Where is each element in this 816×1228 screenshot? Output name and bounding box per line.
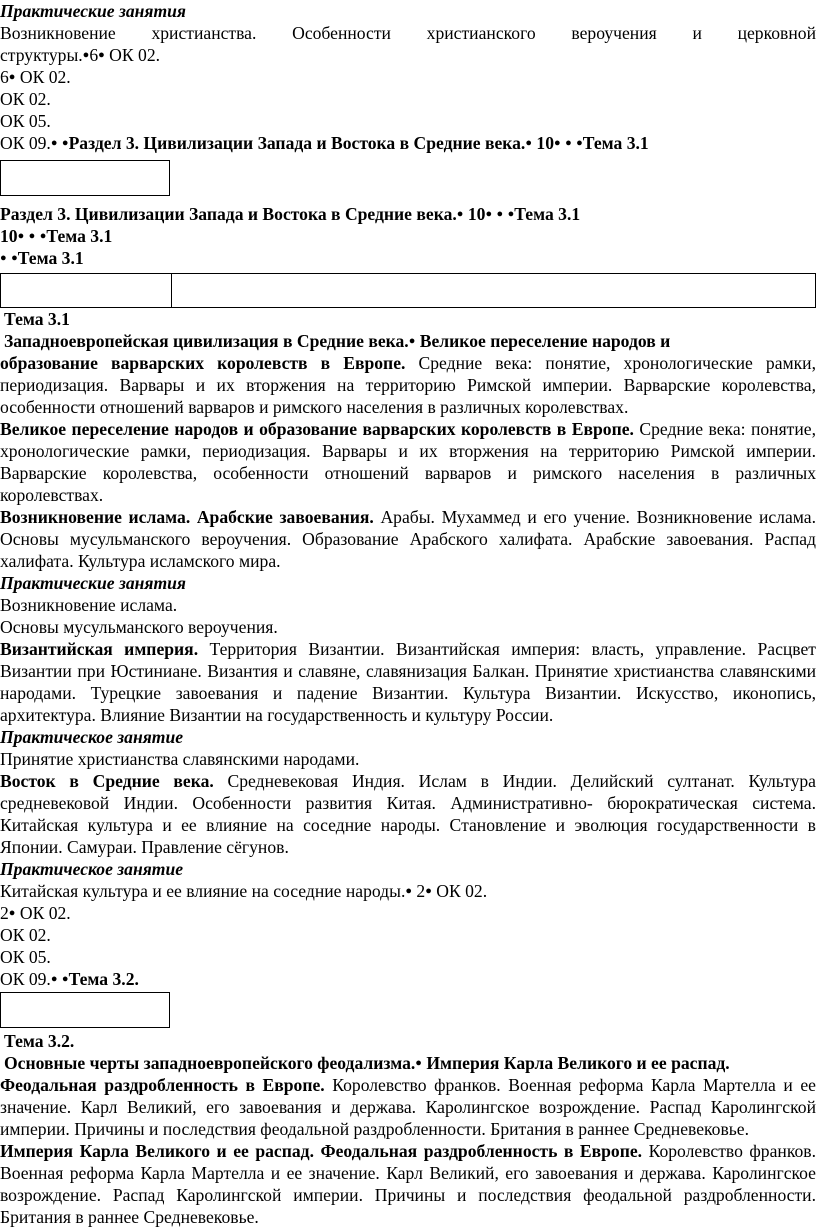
bullet-icon: ● <box>425 885 432 897</box>
paragraph: Восток в Средние века. Средневековая Индия. Ислам в Индии. Делийский султанат. Культура средневековой Индии. Особенности развития Китая. Административно- бюрократическая система. Китайская культура и ее влияние на соседние народы. Становление и эволюция государственности в Японии. Самураи. Правление сёгунов. <box>0 771 816 857</box>
empty-table-cell <box>0 992 170 1028</box>
bullet-icon: ● <box>0 252 7 264</box>
bullet-icon: ● <box>576 137 583 149</box>
bullet-icon: ● <box>11 252 18 264</box>
paragraph: Великое переселение народов и образование варварских королевств в Европе. Средние века: понятие, хронологические рамки, периодизация. Варвары и их вторжения на территорию Римской империи. Варварские королевства, особенности отношений варваров и римского населения в различных королевствах. <box>0 419 816 505</box>
section-heading: Раздел 3. Цивилизации Запада и Востока в Средние века.● 10● ● ●Тема 3.1 <box>0 204 581 224</box>
text-line: Основы мусульманского вероучения. <box>0 617 278 637</box>
paragraph: Империя Карла Великого и ее распад. Феодальная раздробленность в Европе. Королевство франков. Военная реформа Карла Мартелла и ее значение. Карл Великий, его завоевания и держава. Каролингское возрождение. Распад Каролингской империи. Причины и последствия феодальной раздробленности. Британия в раннее Средневековье. <box>0 1141 816 1227</box>
competency-code: ОК 05. <box>0 947 51 967</box>
text-line: структуры.●6● ОК 02. <box>0 45 161 65</box>
bullet-icon: ● <box>50 137 58 149</box>
bullet-icon: ● <box>496 208 504 220</box>
practice-heading: Практические занятия <box>0 573 186 593</box>
text-line: Возникновение ислама. <box>0 595 178 615</box>
practice-heading: Практические занятия <box>0 1 186 21</box>
competency-code: ОК 02. <box>0 89 51 109</box>
text-line: 10● ● ●Тема 3.1 <box>0 226 113 246</box>
text-line: ОК 09.● ●Тема 3.2. <box>0 969 139 989</box>
topic-subtitle: Западноевропейская цивилизация в Средние века.● Великое переселение народов и <box>4 331 671 351</box>
topic-title: Тема 3.2. <box>4 1031 75 1051</box>
topic-subtitle: Основные черты западноевропейского феодализма.● Империя Карла Великого и ее распад. <box>4 1053 730 1073</box>
bullet-icon: ● <box>408 335 416 347</box>
bullet-icon: ● <box>98 49 105 61</box>
text-line: 2● ОК 02. <box>0 903 71 923</box>
text-line: Принятие христианства славянскими народами. <box>0 749 360 769</box>
bullet-icon: ● <box>507 208 515 220</box>
bullet-icon: ● <box>554 137 561 149</box>
bullet-icon: ● <box>8 71 16 83</box>
bullet-icon: ● <box>28 230 36 242</box>
paragraph: Возникновение ислама. Арабские завоевания. Арабы. Мухаммед и его учение. Возникновение ислама. Основы мусульманского вероучения. Образование Арабского халифата. Арабские завоевания. Распад халифата. Культура исламского мира. <box>0 507 816 571</box>
bullet-icon: ● <box>405 885 413 897</box>
practice-heading: Практическое занятие <box>0 727 184 747</box>
bullet-icon: ● <box>82 49 90 61</box>
bullet-icon: ● <box>17 230 25 242</box>
topic-title: Тема 3.1 <box>4 309 70 329</box>
bullet-icon: ● <box>415 1057 422 1069</box>
bullet-icon: ● <box>565 137 572 149</box>
bullet-icon: ● <box>61 973 69 985</box>
bullet-icon: ● <box>456 208 464 220</box>
text-line: Китайская культура и ее влияние на соседние народы.● 2● ОК 02. <box>0 881 488 901</box>
empty-table-row <box>0 273 816 308</box>
empty-table-cell <box>0 273 172 308</box>
empty-table-cell <box>171 273 816 308</box>
text-line: 6● ОК 02. <box>0 67 71 87</box>
bullet-icon: ● <box>485 208 493 220</box>
bullet-icon: ● <box>8 907 16 919</box>
bullet-icon: ● <box>61 137 69 149</box>
text-line: ● ●Тема 3.1 <box>0 248 84 268</box>
bullet-icon: ● <box>525 137 532 149</box>
bullet-icon: ● <box>50 973 58 985</box>
text-line: ОК 09.● ●Раздел 3. Цивилизации Запада и Востока в Средние века.● 10● ● ●Тема 3.1 <box>0 133 649 153</box>
competency-code: ОК 05. <box>0 111 51 131</box>
text-line: Возникновение христианства. Особенности христианского вероучения и церковной <box>0 23 816 43</box>
competency-code: ОК 02. <box>0 925 51 945</box>
empty-table-cell <box>0 160 170 196</box>
paragraph: Феодальная раздробленность в Европе. Королевство франков. Военная реформа Карла Мартелла и ее значение. Карл Великий, его завоевания и держава. Каролингское возрождение. Распад Каролингской империи. Причины и последствия феодальной раздробленности. Британия в раннее Средневековье. <box>0 1075 816 1139</box>
bullet-icon: ● <box>39 230 47 242</box>
paragraph: образование варварских королевств в Европе. Средние века: понятие, хронологические рамки, периодизация. Варвары и их вторжения на территорию Римской империи. Варварские королевства, особенности отношений варваров и римского населения в различных королевствах. <box>0 353 816 417</box>
practice-heading: Практическое занятие <box>0 859 184 879</box>
paragraph: Византийская империя. Территория Византии. Византийская империя: власть, управление. Расцвет Византии при Юстиниане. Византия и славяне, славянизация Балкан. Принятие христианства славянскими народами. Турецкие завоевания и падение Византии. Культура Византии. Искусство, иконопись, архитектура. Влияние Византии на государственность и культуру России. <box>0 639 816 725</box>
